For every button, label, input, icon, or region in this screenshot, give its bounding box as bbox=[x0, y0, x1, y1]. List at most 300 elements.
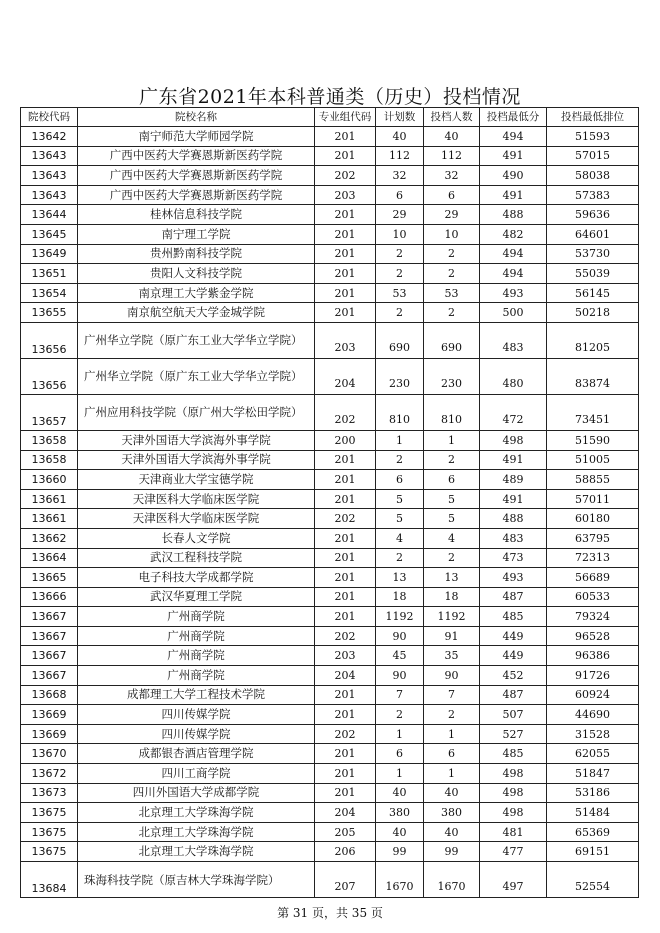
school-code-cell: 13660 bbox=[21, 470, 78, 490]
group-code-cell: 205 bbox=[315, 822, 376, 842]
school-code-cell: 13666 bbox=[21, 587, 78, 607]
table-row bbox=[21, 607, 639, 627]
min-score-cell: 498 bbox=[480, 764, 547, 784]
min-rank-cell: 60533 bbox=[547, 587, 639, 607]
table-row bbox=[21, 803, 639, 823]
school-name-cell: 天津外国语大学滨海外事学院 bbox=[78, 430, 315, 450]
plan-count-cell: 2 bbox=[376, 303, 424, 323]
admitted-count-cell: 1 bbox=[424, 724, 480, 744]
min-rank-cell: 91726 bbox=[547, 666, 639, 686]
admitted-count-cell: 2 bbox=[424, 303, 480, 323]
group-code-cell: 201 bbox=[315, 764, 376, 784]
min-score-cell: 507 bbox=[480, 705, 547, 725]
admitted-count-cell: 40 bbox=[424, 783, 480, 803]
min-rank-cell: 60924 bbox=[547, 685, 639, 705]
school-name-cell: 广西中医药大学赛恩斯新医药学院 bbox=[78, 185, 315, 205]
min-rank-cell: 96528 bbox=[547, 626, 639, 646]
table-row bbox=[21, 450, 639, 470]
school-name-cell: 广西中医药大学赛恩斯新医药学院 bbox=[78, 146, 315, 166]
table-row bbox=[21, 430, 639, 450]
admitted-count-cell: 2 bbox=[424, 264, 480, 284]
plan-count-cell: 6 bbox=[376, 185, 424, 205]
group-code-cell: 200 bbox=[315, 430, 376, 450]
admitted-count-cell: 2 bbox=[424, 705, 480, 725]
min-score-cell: 491 bbox=[480, 146, 547, 166]
admitted-count-cell: 112 bbox=[424, 146, 480, 166]
admitted-count-cell: 380 bbox=[424, 803, 480, 823]
min-rank-cell: 58855 bbox=[547, 470, 639, 490]
admitted-count-cell: 13 bbox=[424, 568, 480, 588]
school-name-cell: 南宁理工学院 bbox=[78, 224, 315, 244]
group-code-cell: 202 bbox=[315, 509, 376, 529]
table-row bbox=[21, 470, 639, 490]
school-code-cell: 13672 bbox=[21, 764, 78, 784]
header-school-code: 院校代码 bbox=[21, 108, 78, 127]
min-score-cell: 493 bbox=[480, 568, 547, 588]
min-score-cell: 483 bbox=[480, 322, 547, 358]
table-body bbox=[21, 127, 639, 898]
min-score-cell: 477 bbox=[480, 842, 547, 862]
min-rank-cell: 96386 bbox=[547, 646, 639, 666]
school-name-cell: 广州华立学院（原广东工业大学华立学院） bbox=[78, 322, 315, 358]
school-code-cell: 13667 bbox=[21, 626, 78, 646]
min-rank-cell: 51593 bbox=[547, 127, 639, 147]
table-row bbox=[21, 822, 639, 842]
plan-count-cell: 10 bbox=[376, 224, 424, 244]
plan-count-cell: 690 bbox=[376, 322, 424, 358]
group-code-cell: 201 bbox=[315, 283, 376, 303]
min-score-cell: 498 bbox=[480, 430, 547, 450]
table-row bbox=[21, 146, 639, 166]
group-code-cell: 201 bbox=[315, 303, 376, 323]
school-name-cell: 四川工商学院 bbox=[78, 764, 315, 784]
table-row bbox=[21, 705, 639, 725]
admitted-count-cell: 10 bbox=[424, 224, 480, 244]
min-rank-cell: 53186 bbox=[547, 783, 639, 803]
school-name-cell: 武汉工程科技学院 bbox=[78, 548, 315, 568]
min-rank-cell: 72313 bbox=[547, 548, 639, 568]
table-row bbox=[21, 394, 639, 430]
school-name-cell: 长春人文学院 bbox=[78, 528, 315, 548]
group-code-cell: 202 bbox=[315, 394, 376, 430]
plan-count-cell: 40 bbox=[376, 822, 424, 842]
school-code-cell: 13675 bbox=[21, 842, 78, 862]
school-code-cell: 13661 bbox=[21, 509, 78, 529]
admitted-count-cell: 32 bbox=[424, 166, 480, 186]
school-name-cell: 广州商学院 bbox=[78, 626, 315, 646]
plan-count-cell: 2 bbox=[376, 264, 424, 284]
school-code-cell: 13661 bbox=[21, 489, 78, 509]
school-code-cell: 13669 bbox=[21, 724, 78, 744]
school-code-cell: 13643 bbox=[21, 185, 78, 205]
group-code-cell: 204 bbox=[315, 358, 376, 394]
table-row bbox=[21, 358, 639, 394]
plan-count-cell: 90 bbox=[376, 666, 424, 686]
group-code-cell: 201 bbox=[315, 146, 376, 166]
min-score-cell: 485 bbox=[480, 744, 547, 764]
min-score-cell: 494 bbox=[480, 264, 547, 284]
min-rank-cell: 53730 bbox=[547, 244, 639, 264]
school-code-cell: 13667 bbox=[21, 666, 78, 686]
admitted-count-cell: 6 bbox=[424, 185, 480, 205]
table-row bbox=[21, 685, 639, 705]
school-code-cell: 13658 bbox=[21, 430, 78, 450]
plan-count-cell: 5 bbox=[376, 509, 424, 529]
school-code-cell: 13684 bbox=[21, 862, 78, 898]
admission-table bbox=[20, 107, 639, 898]
group-code-cell: 201 bbox=[315, 528, 376, 548]
admitted-count-cell: 5 bbox=[424, 489, 480, 509]
group-code-cell: 201 bbox=[315, 548, 376, 568]
min-rank-cell: 57015 bbox=[547, 146, 639, 166]
min-rank-cell: 81205 bbox=[547, 322, 639, 358]
min-rank-cell: 56145 bbox=[547, 283, 639, 303]
table-row bbox=[21, 568, 639, 588]
school-name-cell: 成都银杏酒店管理学院 bbox=[78, 744, 315, 764]
group-code-cell: 201 bbox=[315, 224, 376, 244]
school-name-cell: 广州华立学院（原广东工业大学华立学院） bbox=[78, 358, 315, 394]
school-code-cell: 13644 bbox=[21, 205, 78, 225]
table-row bbox=[21, 646, 639, 666]
min-score-cell: 494 bbox=[480, 244, 547, 264]
plan-count-cell: 112 bbox=[376, 146, 424, 166]
admitted-count-cell: 4 bbox=[424, 528, 480, 548]
header-min-score: 投档最低分 bbox=[480, 108, 547, 127]
admitted-count-cell: 18 bbox=[424, 587, 480, 607]
school-code-cell: 13651 bbox=[21, 264, 78, 284]
min-score-cell: 472 bbox=[480, 394, 547, 430]
admitted-count-cell: 2 bbox=[424, 548, 480, 568]
table-row bbox=[21, 587, 639, 607]
header-min-rank: 投档最低排位 bbox=[547, 108, 639, 127]
min-score-cell: 487 bbox=[480, 685, 547, 705]
table-row bbox=[21, 862, 639, 898]
plan-count-cell: 1 bbox=[376, 430, 424, 450]
group-code-cell: 201 bbox=[315, 489, 376, 509]
admitted-count-cell: 2 bbox=[424, 450, 480, 470]
group-code-cell: 201 bbox=[315, 244, 376, 264]
school-name-cell: 四川外国语大学成都学院 bbox=[78, 783, 315, 803]
min-rank-cell: 65369 bbox=[547, 822, 639, 842]
school-code-cell: 13675 bbox=[21, 822, 78, 842]
table-row bbox=[21, 744, 639, 764]
table-row bbox=[21, 548, 639, 568]
admitted-count-cell: 35 bbox=[424, 646, 480, 666]
school-code-cell: 13670 bbox=[21, 744, 78, 764]
admitted-count-cell: 29 bbox=[424, 205, 480, 225]
table-row bbox=[21, 724, 639, 744]
admitted-count-cell: 1670 bbox=[424, 862, 480, 898]
page-title: 广东省2021年本科普通类（历史）投档情况 bbox=[139, 86, 521, 108]
school-code-cell: 13675 bbox=[21, 803, 78, 823]
admitted-count-cell: 40 bbox=[424, 822, 480, 842]
table-row bbox=[21, 283, 639, 303]
min-score-cell: 481 bbox=[480, 822, 547, 842]
table-row bbox=[21, 509, 639, 529]
school-name-cell: 珠海科技学院（原吉林大学珠海学院） bbox=[78, 862, 315, 898]
table-row bbox=[21, 205, 639, 225]
school-code-cell: 13642 bbox=[21, 127, 78, 147]
min-score-cell: 498 bbox=[480, 783, 547, 803]
school-code-cell: 13667 bbox=[21, 646, 78, 666]
table-row bbox=[21, 264, 639, 284]
plan-count-cell: 810 bbox=[376, 394, 424, 430]
school-name-cell: 北京理工大学珠海学院 bbox=[78, 822, 315, 842]
min-rank-cell: 51847 bbox=[547, 764, 639, 784]
group-code-cell: 201 bbox=[315, 264, 376, 284]
admitted-count-cell: 90 bbox=[424, 666, 480, 686]
school-name-cell: 天津外国语大学滨海外事学院 bbox=[78, 450, 315, 470]
school-name-cell: 贵州黔南科技学院 bbox=[78, 244, 315, 264]
plan-count-cell: 18 bbox=[376, 587, 424, 607]
admitted-count-cell: 7 bbox=[424, 685, 480, 705]
header-school-name: 院校名称 bbox=[78, 108, 315, 127]
min-score-cell: 490 bbox=[480, 166, 547, 186]
min-rank-cell: 51484 bbox=[547, 803, 639, 823]
school-name-cell: 桂林信息科技学院 bbox=[78, 205, 315, 225]
plan-count-cell: 2 bbox=[376, 705, 424, 725]
school-name-cell: 广西中医药大学赛恩斯新医药学院 bbox=[78, 166, 315, 186]
min-rank-cell: 58038 bbox=[547, 166, 639, 186]
admitted-count-cell: 2 bbox=[424, 244, 480, 264]
admitted-count-cell: 6 bbox=[424, 470, 480, 490]
school-code-cell: 13656 bbox=[21, 358, 78, 394]
plan-count-cell: 90 bbox=[376, 626, 424, 646]
min-rank-cell: 69151 bbox=[547, 842, 639, 862]
school-code-cell: 13665 bbox=[21, 568, 78, 588]
min-score-cell: 449 bbox=[480, 646, 547, 666]
group-code-cell: 204 bbox=[315, 666, 376, 686]
plan-count-cell: 40 bbox=[376, 127, 424, 147]
min-score-cell: 488 bbox=[480, 205, 547, 225]
school-name-cell: 贵阳人文科技学院 bbox=[78, 264, 315, 284]
plan-count-cell: 2 bbox=[376, 244, 424, 264]
school-code-cell: 13655 bbox=[21, 303, 78, 323]
min-rank-cell: 31528 bbox=[547, 724, 639, 744]
school-code-cell: 13673 bbox=[21, 783, 78, 803]
school-name-cell: 南宁师范大学师园学院 bbox=[78, 127, 315, 147]
table-row bbox=[21, 528, 639, 548]
header-group-code: 专业组代码 bbox=[315, 108, 376, 127]
min-score-cell: 491 bbox=[480, 489, 547, 509]
min-rank-cell: 51005 bbox=[547, 450, 639, 470]
table-row bbox=[21, 626, 639, 646]
school-code-cell: 13667 bbox=[21, 607, 78, 627]
group-code-cell: 204 bbox=[315, 803, 376, 823]
school-name-cell: 南京理工大学紫金学院 bbox=[78, 283, 315, 303]
table-row bbox=[21, 185, 639, 205]
min-score-cell: 498 bbox=[480, 803, 547, 823]
plan-count-cell: 2 bbox=[376, 548, 424, 568]
school-name-cell: 广州应用科技学院（原广州大学松田学院） bbox=[78, 394, 315, 430]
table-row bbox=[21, 489, 639, 509]
group-code-cell: 201 bbox=[315, 205, 376, 225]
admitted-count-cell: 810 bbox=[424, 394, 480, 430]
table-header-row bbox=[21, 108, 639, 127]
page-footer: 第 31 页，共 35 页 bbox=[277, 906, 383, 920]
admitted-count-cell: 1 bbox=[424, 764, 480, 784]
min-score-cell: 493 bbox=[480, 283, 547, 303]
school-name-cell: 广州商学院 bbox=[78, 666, 315, 686]
min-rank-cell: 52554 bbox=[547, 862, 639, 898]
table-row bbox=[21, 244, 639, 264]
school-code-cell: 13643 bbox=[21, 166, 78, 186]
group-code-cell: 201 bbox=[315, 587, 376, 607]
group-code-cell: 203 bbox=[315, 322, 376, 358]
min-rank-cell: 73451 bbox=[547, 394, 639, 430]
group-code-cell: 201 bbox=[315, 470, 376, 490]
school-name-cell: 天津医科大学临床医学院 bbox=[78, 489, 315, 509]
min-score-cell: 449 bbox=[480, 626, 547, 646]
plan-count-cell: 45 bbox=[376, 646, 424, 666]
school-name-cell: 四川传媒学院 bbox=[78, 724, 315, 744]
school-code-cell: 13657 bbox=[21, 394, 78, 430]
school-name-cell: 北京理工大学珠海学院 bbox=[78, 842, 315, 862]
admitted-count-cell: 1192 bbox=[424, 607, 480, 627]
plan-count-cell: 29 bbox=[376, 205, 424, 225]
table-row bbox=[21, 322, 639, 358]
min-score-cell: 500 bbox=[480, 303, 547, 323]
plan-count-cell: 4 bbox=[376, 528, 424, 548]
school-code-cell: 13664 bbox=[21, 548, 78, 568]
plan-count-cell: 99 bbox=[376, 842, 424, 862]
min-score-cell: 480 bbox=[480, 358, 547, 394]
admitted-count-cell: 690 bbox=[424, 322, 480, 358]
min-rank-cell: 79324 bbox=[547, 607, 639, 627]
school-code-cell: 13643 bbox=[21, 146, 78, 166]
group-code-cell: 201 bbox=[315, 127, 376, 147]
admitted-count-cell: 53 bbox=[424, 283, 480, 303]
table-row bbox=[21, 303, 639, 323]
school-name-cell: 天津商业大学宝德学院 bbox=[78, 470, 315, 490]
min-score-cell: 527 bbox=[480, 724, 547, 744]
plan-count-cell: 53 bbox=[376, 283, 424, 303]
min-score-cell: 488 bbox=[480, 509, 547, 529]
header-admitted-count: 投档人数 bbox=[424, 108, 480, 127]
min-rank-cell: 60180 bbox=[547, 509, 639, 529]
school-code-cell: 13668 bbox=[21, 685, 78, 705]
group-code-cell: 202 bbox=[315, 166, 376, 186]
plan-count-cell: 13 bbox=[376, 568, 424, 588]
group-code-cell: 207 bbox=[315, 862, 376, 898]
min-rank-cell: 59636 bbox=[547, 205, 639, 225]
plan-count-cell: 380 bbox=[376, 803, 424, 823]
min-score-cell: 452 bbox=[480, 666, 547, 686]
min-rank-cell: 63795 bbox=[547, 528, 639, 548]
min-score-cell: 485 bbox=[480, 607, 547, 627]
school-name-cell: 电子科技大学成都学院 bbox=[78, 568, 315, 588]
min-score-cell: 489 bbox=[480, 470, 547, 490]
plan-count-cell: 6 bbox=[376, 744, 424, 764]
min-rank-cell: 44690 bbox=[547, 705, 639, 725]
group-code-cell: 201 bbox=[315, 705, 376, 725]
group-code-cell: 203 bbox=[315, 185, 376, 205]
min-score-cell: 491 bbox=[480, 450, 547, 470]
school-name-cell: 广州商学院 bbox=[78, 607, 315, 627]
group-code-cell: 201 bbox=[315, 783, 376, 803]
plan-count-cell: 5 bbox=[376, 489, 424, 509]
group-code-cell: 206 bbox=[315, 842, 376, 862]
group-code-cell: 201 bbox=[315, 607, 376, 627]
plan-count-cell: 1 bbox=[376, 764, 424, 784]
school-name-cell: 成都理工大学工程技术学院 bbox=[78, 685, 315, 705]
table-row bbox=[21, 166, 639, 186]
admitted-count-cell: 1 bbox=[424, 430, 480, 450]
min-score-cell: 497 bbox=[480, 862, 547, 898]
group-code-cell: 202 bbox=[315, 724, 376, 744]
admitted-count-cell: 40 bbox=[424, 127, 480, 147]
table-row bbox=[21, 764, 639, 784]
school-name-cell: 广州商学院 bbox=[78, 646, 315, 666]
table-row bbox=[21, 842, 639, 862]
min-score-cell: 483 bbox=[480, 528, 547, 548]
min-score-cell: 491 bbox=[480, 185, 547, 205]
school-name-cell: 四川传媒学院 bbox=[78, 705, 315, 725]
min-score-cell: 482 bbox=[480, 224, 547, 244]
min-rank-cell: 62055 bbox=[547, 744, 639, 764]
plan-count-cell: 1 bbox=[376, 724, 424, 744]
school-code-cell: 13645 bbox=[21, 224, 78, 244]
school-code-cell: 13649 bbox=[21, 244, 78, 264]
min-rank-cell: 51590 bbox=[547, 430, 639, 450]
group-code-cell: 201 bbox=[315, 685, 376, 705]
school-name-cell: 武汉华夏理工学院 bbox=[78, 587, 315, 607]
group-code-cell: 203 bbox=[315, 646, 376, 666]
school-code-cell: 13662 bbox=[21, 528, 78, 548]
school-code-cell: 13669 bbox=[21, 705, 78, 725]
min-score-cell: 487 bbox=[480, 587, 547, 607]
admitted-count-cell: 230 bbox=[424, 358, 480, 394]
min-score-cell: 473 bbox=[480, 548, 547, 568]
school-code-cell: 13654 bbox=[21, 283, 78, 303]
group-code-cell: 201 bbox=[315, 568, 376, 588]
plan-count-cell: 32 bbox=[376, 166, 424, 186]
school-name-cell: 南京航空航天大学金城学院 bbox=[78, 303, 315, 323]
plan-count-cell: 40 bbox=[376, 783, 424, 803]
school-name-cell: 天津医科大学临床医学院 bbox=[78, 509, 315, 529]
min-rank-cell: 83874 bbox=[547, 358, 639, 394]
school-name-cell: 北京理工大学珠海学院 bbox=[78, 803, 315, 823]
plan-count-cell: 230 bbox=[376, 358, 424, 394]
plan-count-cell: 2 bbox=[376, 450, 424, 470]
min-rank-cell: 56689 bbox=[547, 568, 639, 588]
table-row bbox=[21, 127, 639, 147]
min-rank-cell: 57383 bbox=[547, 185, 639, 205]
group-code-cell: 202 bbox=[315, 626, 376, 646]
school-code-cell: 13658 bbox=[21, 450, 78, 470]
school-code-cell: 13656 bbox=[21, 322, 78, 358]
admitted-count-cell: 99 bbox=[424, 842, 480, 862]
admitted-count-cell: 6 bbox=[424, 744, 480, 764]
header-plan-count: 计划数 bbox=[376, 108, 424, 127]
plan-count-cell: 1192 bbox=[376, 607, 424, 627]
min-rank-cell: 64601 bbox=[547, 224, 639, 244]
group-code-cell: 201 bbox=[315, 450, 376, 470]
admitted-count-cell: 91 bbox=[424, 626, 480, 646]
min-rank-cell: 55039 bbox=[547, 264, 639, 284]
table-row bbox=[21, 224, 639, 244]
admitted-count-cell: 5 bbox=[424, 509, 480, 529]
min-rank-cell: 50218 bbox=[547, 303, 639, 323]
plan-count-cell: 1670 bbox=[376, 862, 424, 898]
min-score-cell: 494 bbox=[480, 127, 547, 147]
plan-count-cell: 6 bbox=[376, 470, 424, 490]
group-code-cell: 201 bbox=[315, 744, 376, 764]
table-row bbox=[21, 666, 639, 686]
table-row bbox=[21, 783, 639, 803]
min-rank-cell: 57011 bbox=[547, 489, 639, 509]
plan-count-cell: 7 bbox=[376, 685, 424, 705]
